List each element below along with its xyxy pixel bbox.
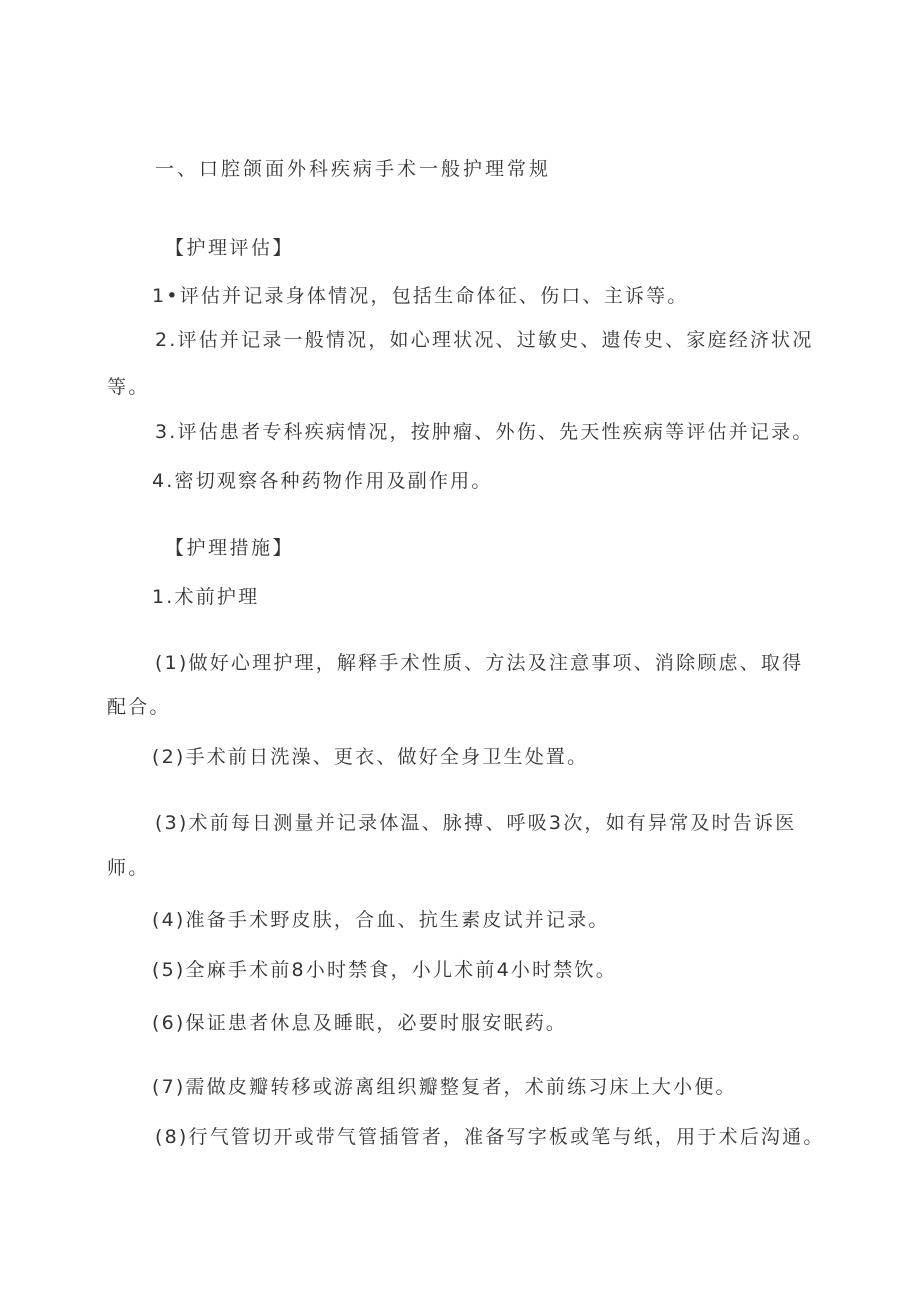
measure-item-5: (5)全麻手术前8小时禁食，小儿术前4小时禁饮。 — [152, 959, 617, 981]
assessment-item-2-cont: 等。 — [107, 376, 150, 398]
measures-subheading: 1.术前护理 — [152, 586, 260, 608]
assessment-item-1: 1•评估并记录身体情况，包括生命体征、伤口、主诉等。 — [152, 285, 689, 307]
measure-item-1-cont: 配合。 — [107, 696, 171, 718]
assessment-item-3: 3.评估患者专科疾病情况，按肿瘤、外伤、先天性疾病等评估并记录。 — [155, 421, 814, 443]
measure-item-6: (6)保证患者休息及睡眠，必要时服安眠药。 — [152, 1012, 568, 1034]
measure-item-2: (2)手术前日洗澡、更衣、做好全身卫生处置。 — [152, 746, 589, 768]
measures-heading: 【护理措施】 — [165, 537, 295, 559]
assessment-item-4: 4.密切观察各种药物作用及副作用。 — [152, 470, 493, 492]
measure-item-4: (4)准备手术野皮肤，合血、抗生素皮试并记录。 — [152, 909, 610, 931]
page-title: 一、口腔颌面外科疾病手术一般护理常规 — [155, 158, 552, 180]
measure-item-3-cont: 师。 — [107, 857, 150, 879]
assessment-heading: 【护理评估】 — [165, 237, 295, 259]
measure-item-8: (8)行气管切开或带气管插管者，准备写字板或笔与纸，用于术后沟通。 — [155, 1126, 825, 1148]
measure-item-7: (7)需做皮瓣转移或游离组织瓣整复者，术前练习床上大小便。 — [152, 1076, 737, 1098]
measure-item-3: (3)术前每日测量并记录体温、脉搏、呼吸3次，如有异常及时告诉医 — [155, 812, 797, 834]
assessment-item-2: 2.评估并记录一般情况，如心理状况、过敏史、遗传史、家庭经济状况 — [155, 329, 814, 351]
measure-item-1: (1)做好心理护理，解释手术性质、方法及注意事项、消除顾虑、取得 — [155, 652, 804, 674]
